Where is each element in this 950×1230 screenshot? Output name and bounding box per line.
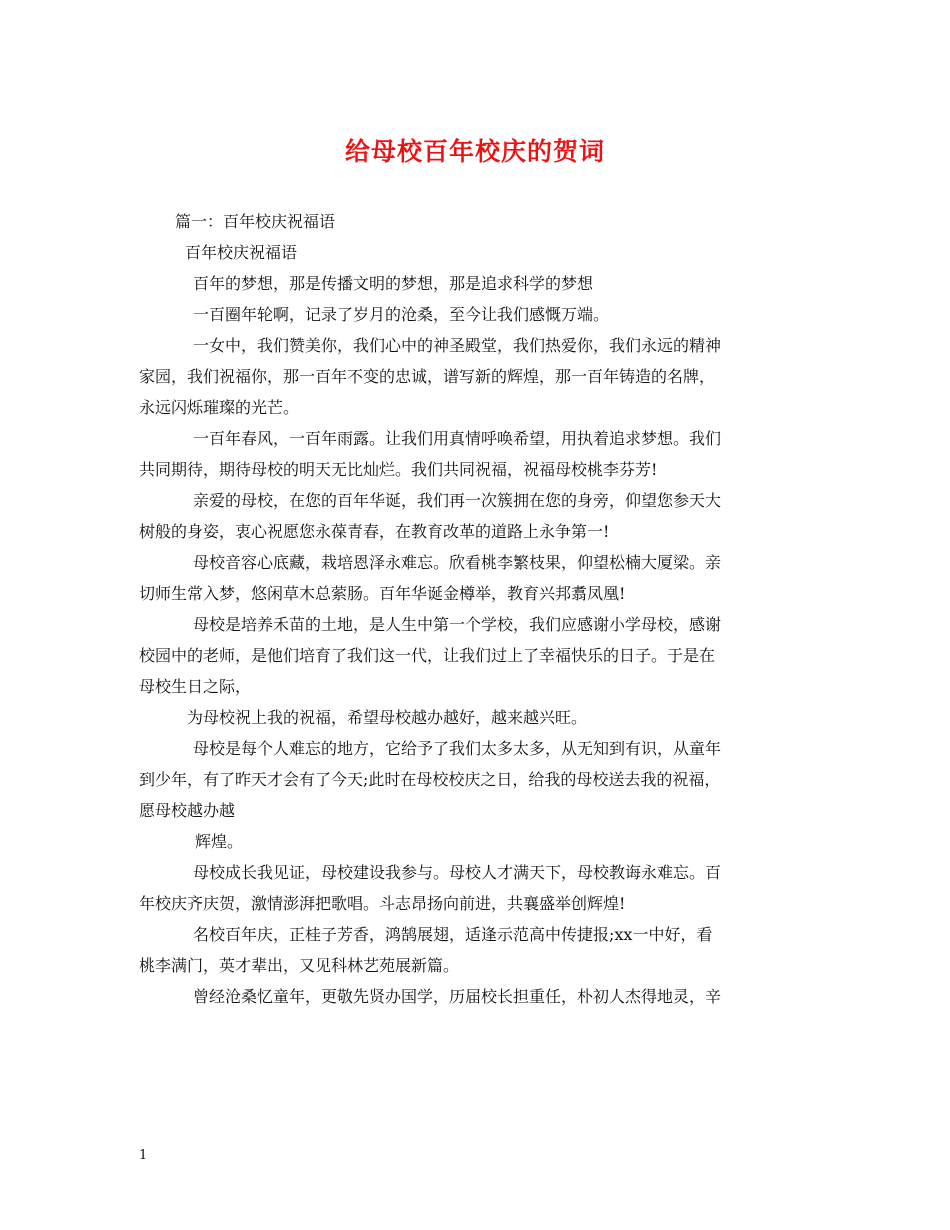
section-heading: 篇一：百年校庆祝福语 xyxy=(175,212,336,231)
text-line: 名校百年庆，正桂子芳香，鸿鹄展翅，适逢示范高中传捷报;xx一中好，看 xyxy=(193,925,713,944)
text-line: 树般的身姿，衷心祝愿您永葆青春，在教育改革的道路上永争第一! xyxy=(139,522,610,541)
text-line: 辉煌。 xyxy=(195,832,244,851)
document-body xyxy=(139,206,829,1012)
sub-heading: 百年校庆祝福语 xyxy=(185,243,298,262)
text-line: 母校是每个人难忘的地方，它给予了我们太多太多，从无知到有识，从童年 xyxy=(193,739,722,758)
text-line: 亲爱的母校，在您的百年华诞，我们再一次簇拥在您的身旁，仰望您参天大 xyxy=(193,491,722,510)
text-line: 母校生日之际， xyxy=(139,677,252,696)
text-line: 母校成长我见证，母校建设我参与。母校人才满天下，母校教诲永难忘。百 xyxy=(193,863,722,882)
text-line: 百年的梦想，那是传播文明的梦想，那是追求科学的梦想 xyxy=(193,274,594,293)
text-line: 为母校祝上我的祝福，希望母校越办越好，越来越兴旺。 xyxy=(187,708,588,727)
text-line: 曾经沧桑忆童年，更敬先贤办国学，历届校长担重任，朴初人杰得地灵，辛 xyxy=(193,987,722,1006)
text-line: 愿母校越办越 xyxy=(139,801,236,820)
page-number: 1 xyxy=(139,1148,148,1163)
text-line: 母校是培养禾苗的土地，是人生中第一个学校，我们应感谢小学母校，感谢 xyxy=(193,615,722,634)
text-line: 桃李满门，英才辈出，又见科林艺苑展新篇。 xyxy=(139,956,460,975)
text-line: 年校庆齐庆贺，激情澎湃把歌唱。斗志昂扬向前进，共襄盛举创辉煌! xyxy=(139,894,626,913)
text-line: 一百圈年轮啊，记录了岁月的沧桑，至今让我们感慨万端。 xyxy=(193,305,610,324)
text-line: 到少年，有了昨天才会有了今天;此时在母校校庆之日，给我的母校送去我的祝福， xyxy=(139,770,721,789)
text-line: 一女中，我们赞美你，我们心中的神圣殿堂，我们热爱你，我们永远的精神 xyxy=(193,336,722,355)
text-line: 共同期待，期待母校的明天无比灿烂。我们共同祝福，祝福母校桃李芬芳! xyxy=(139,460,658,479)
text-line: 母校音容心底藏，栽培恩泽永难忘。欣看桃李繁枝果，仰望松楠大厦梁。亲 xyxy=(193,553,722,572)
text-line: 永远闪烁璀璨的光芒。 xyxy=(139,398,300,417)
text-line: 校园中的老师，是他们培育了我们这一代，让我们过上了幸福快乐的日子。于是在 xyxy=(139,646,716,665)
text-line: 一百年春风，一百年雨露。让我们用真情呼唤希望，用执着追求梦想。我们 xyxy=(193,429,722,448)
text-line: 家园，我们祝福你，那一百年不变的忠诚，谱写新的辉煌，那一百年铸造的名牌， xyxy=(139,367,716,386)
text-line: 切师生常入梦，悠闲草木总萦肠。百年华诞金樽举，教育兴邦翥凤凰! xyxy=(139,584,626,603)
document-title: 给母校百年校庆的贺词 xyxy=(344,137,605,166)
